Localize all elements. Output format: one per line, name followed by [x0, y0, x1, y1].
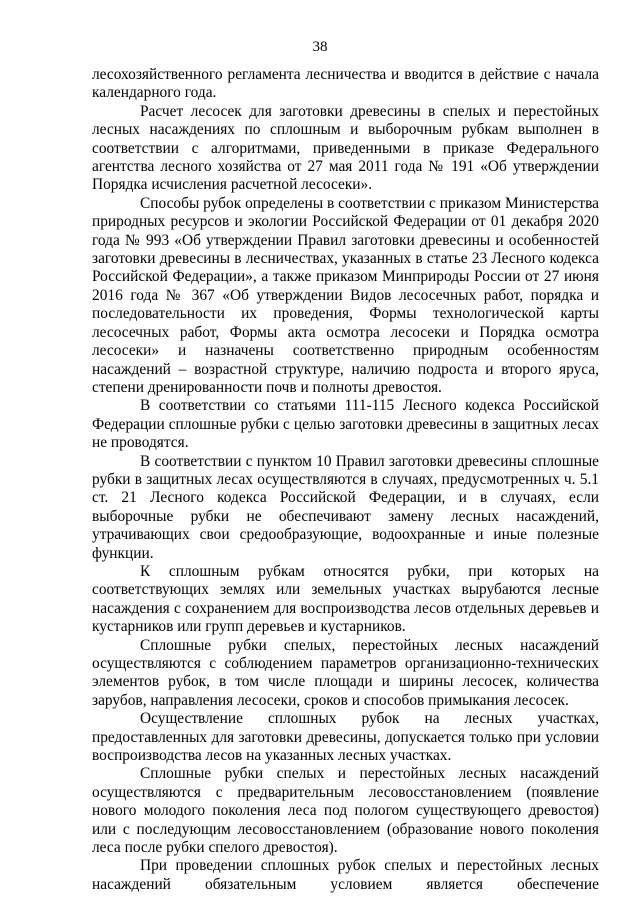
paragraph-7: Сплошные рубки спелых, перестойных лесных насаждений осуществляются с соблюдением параметров организационно-технических элементов рубок, в том числе площади и ширины лесосек, количества зарубов, направления лесосеки, сроков и способов примыкания лесосек. [92, 636, 599, 709]
paragraph-3: Способы рубок определены в соответствии с приказом Министерства природных ресурсов и экологии Российской Федерации от 01 декабря 2020 года № 993 «Об утверждении Правил заготовки древесины и особенностей заготовки древесины в лесничествах, указанных в статье 23 Лесного кодекса Российской Федерации», а также приказом Минприроды России от 27 июня 2016 года № 367 «Об утверждении Видов лесосечных работ, порядка и последовательности их проведения, Формы технологической карты лесосечных работ, Формы акта осмотра лесосеки и Порядка осмотра лесосеки» и назначены соответственно природным особенностям насаждений – возрастной структуре, наличию подроста и второго яруса, степени дренированности почв и полноты древостоя. [92, 194, 599, 396]
page-number: 38 [312, 39, 328, 55]
paragraph-1: лесохозяйственного регламента лесничества и вводится в действие с начала календарного года. [92, 66, 599, 102]
paragraph-5: В соответствии с пунктом 10 Правил заготовки древесины сплошные рубки в защитных лесах осуществляются в случаях, предусмотренных ч. 5.1 ст. 21 Лесного кодекса Российской Федерации, и в случаях, если выборочные рубки не обеспечивают замену лесных насаждений, утрачивающих свои средообразующие, водоохранные и иные полезные функции. [92, 452, 599, 562]
paragraph-4: В соответствии со статьями 111-115 Лесного кодекса Российской Федерации сплошные рубки с целью заготовки древесины в защитных лесах не проводятся. [92, 397, 599, 452]
paragraph-2: Расчет лесосек для заготовки древесины в спелых и перестойных лесных насаждениях по сплошным и выборочным рубкам выполнен в соответствии с алгоритмами, приведенными в приказе Федерального агентства лесного хозяйства от 27 мая 2011 года № 191 «Об утверждении Порядка исчисления расчетной лесосеки». [92, 102, 599, 194]
paragraph-6: К сплошным рубкам относятся рубки, при которых на соответствующих землях или земельных участках вырубаются лесные насаждения с сохранением для воспроизводства лесов отдельных деревьев и кустарников или групп деревьев и кустарников. [92, 562, 599, 636]
paragraph-9: Сплошные рубки спелых и перестойных лесных насаждений осуществляются с предварительным лесовосстановлением (появление нового молодого поколения леса под пологом существующего древостоя) или с последующим лесовосстановлением (образование нового поколения леса после рубки спелого древостоя). [92, 765, 599, 857]
paragraph-8: Осуществление сплошных рубок на лесных участках, предоставленных для заготовки древесины, допускается только при условии воспроизводства лесов на указанных лесных участках. [92, 710, 599, 765]
document-body [92, 66, 599, 894]
paragraph-10: При проведении сплошных рубок спелых и перестойных лесных насаждений обязательным условием является обеспечение [92, 857, 599, 893]
